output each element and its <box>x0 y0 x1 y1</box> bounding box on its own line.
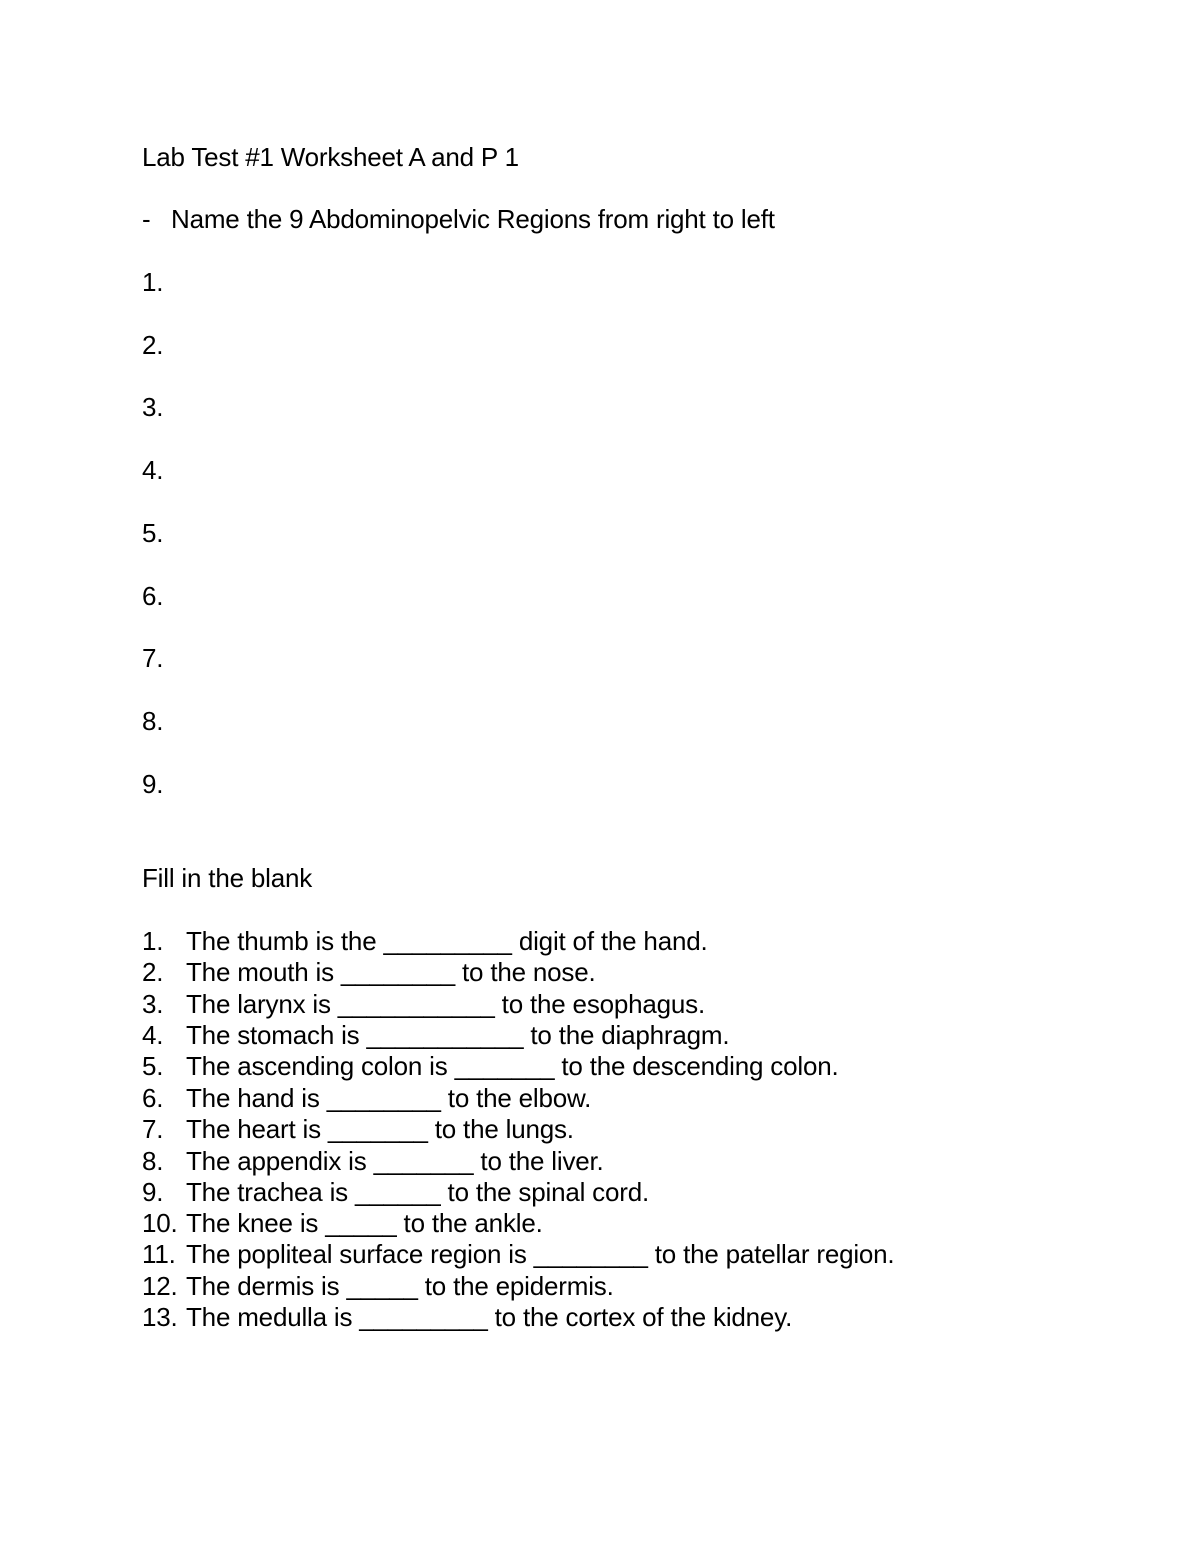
fill-item-number: 4. <box>142 1020 164 1050</box>
fill-item-number: 5. <box>142 1051 164 1081</box>
fill-item-number: 2. <box>142 957 164 987</box>
fill-item-text: The larynx is ___________ to the esophagus. <box>186 989 706 1019</box>
region-item-4: 4. <box>142 455 164 485</box>
worksheet-title: Lab Test #1 Worksheet A and P 1 <box>142 142 519 172</box>
fill-item-text: The heart is _______ to the lungs. <box>186 1114 574 1144</box>
fill-item-text: The ascending colon is _______ to the descending colon. <box>186 1051 839 1081</box>
region-item-2: 2. <box>142 330 164 360</box>
region-item-5: 5. <box>142 518 164 548</box>
fill-item <box>142 1271 614 1301</box>
fill-item <box>142 1146 604 1176</box>
fill-item-number: 10. <box>142 1208 178 1238</box>
fill-item <box>142 1114 574 1144</box>
fill-item <box>142 926 708 956</box>
region-item-3: 3. <box>142 392 164 422</box>
fill-item-text: The medulla is _________ to the cortex of the kidney. <box>186 1302 793 1332</box>
regions-instruction <box>142 204 775 234</box>
fill-item <box>142 957 596 987</box>
fill-item <box>142 1302 792 1332</box>
fill-item-number: 8. <box>142 1146 164 1176</box>
fill-item-text: The popliteal surface region is ________ to the patellar region. <box>186 1239 895 1269</box>
fill-item-number: 13. <box>142 1302 178 1332</box>
region-item-6: 6. <box>142 581 164 611</box>
fill-item-number: 11. <box>142 1239 176 1269</box>
fill-item-text: The mouth is ________ to the nose. <box>186 957 596 987</box>
fill-item-text: The thumb is the _________ digit of the hand. <box>186 926 708 956</box>
instruction-text: Name the 9 Abdominopelvic Regions from right to left <box>171 204 775 234</box>
region-item-7: 7. <box>142 643 164 673</box>
fill-item-text: The trachea is ______ to the spinal cord. <box>186 1177 649 1207</box>
fill-item-number: 12. <box>142 1271 178 1301</box>
region-item-8: 8. <box>142 706 164 736</box>
fill-item-text: The dermis is _____ to the epidermis. <box>186 1271 614 1301</box>
fill-item <box>142 989 705 1019</box>
fill-item-number: 9. <box>142 1177 164 1207</box>
fill-item <box>142 1051 838 1081</box>
region-item-1: 1. <box>142 267 164 297</box>
fill-item-text: The stomach is ___________ to the diaphragm. <box>186 1020 730 1050</box>
fill-blank-heading: Fill in the blank <box>142 863 313 893</box>
fill-item-text: The hand is ________ to the elbow. <box>186 1083 592 1113</box>
fill-item-number: 1. <box>142 926 164 956</box>
fill-item <box>142 1208 543 1238</box>
fill-item-number: 6. <box>142 1083 164 1113</box>
region-item-9: 9. <box>142 769 164 799</box>
fill-item-number: 3. <box>142 989 164 1019</box>
fill-item <box>142 1020 729 1050</box>
fill-item-number: 7. <box>142 1114 164 1144</box>
fill-item <box>142 1083 591 1113</box>
instruction-dash: - <box>142 204 151 234</box>
fill-item-text: The knee is _____ to the ankle. <box>186 1208 543 1238</box>
fill-item-text: The appendix is _______ to the liver. <box>186 1146 604 1176</box>
fill-item <box>142 1177 649 1207</box>
fill-item <box>142 1239 894 1269</box>
